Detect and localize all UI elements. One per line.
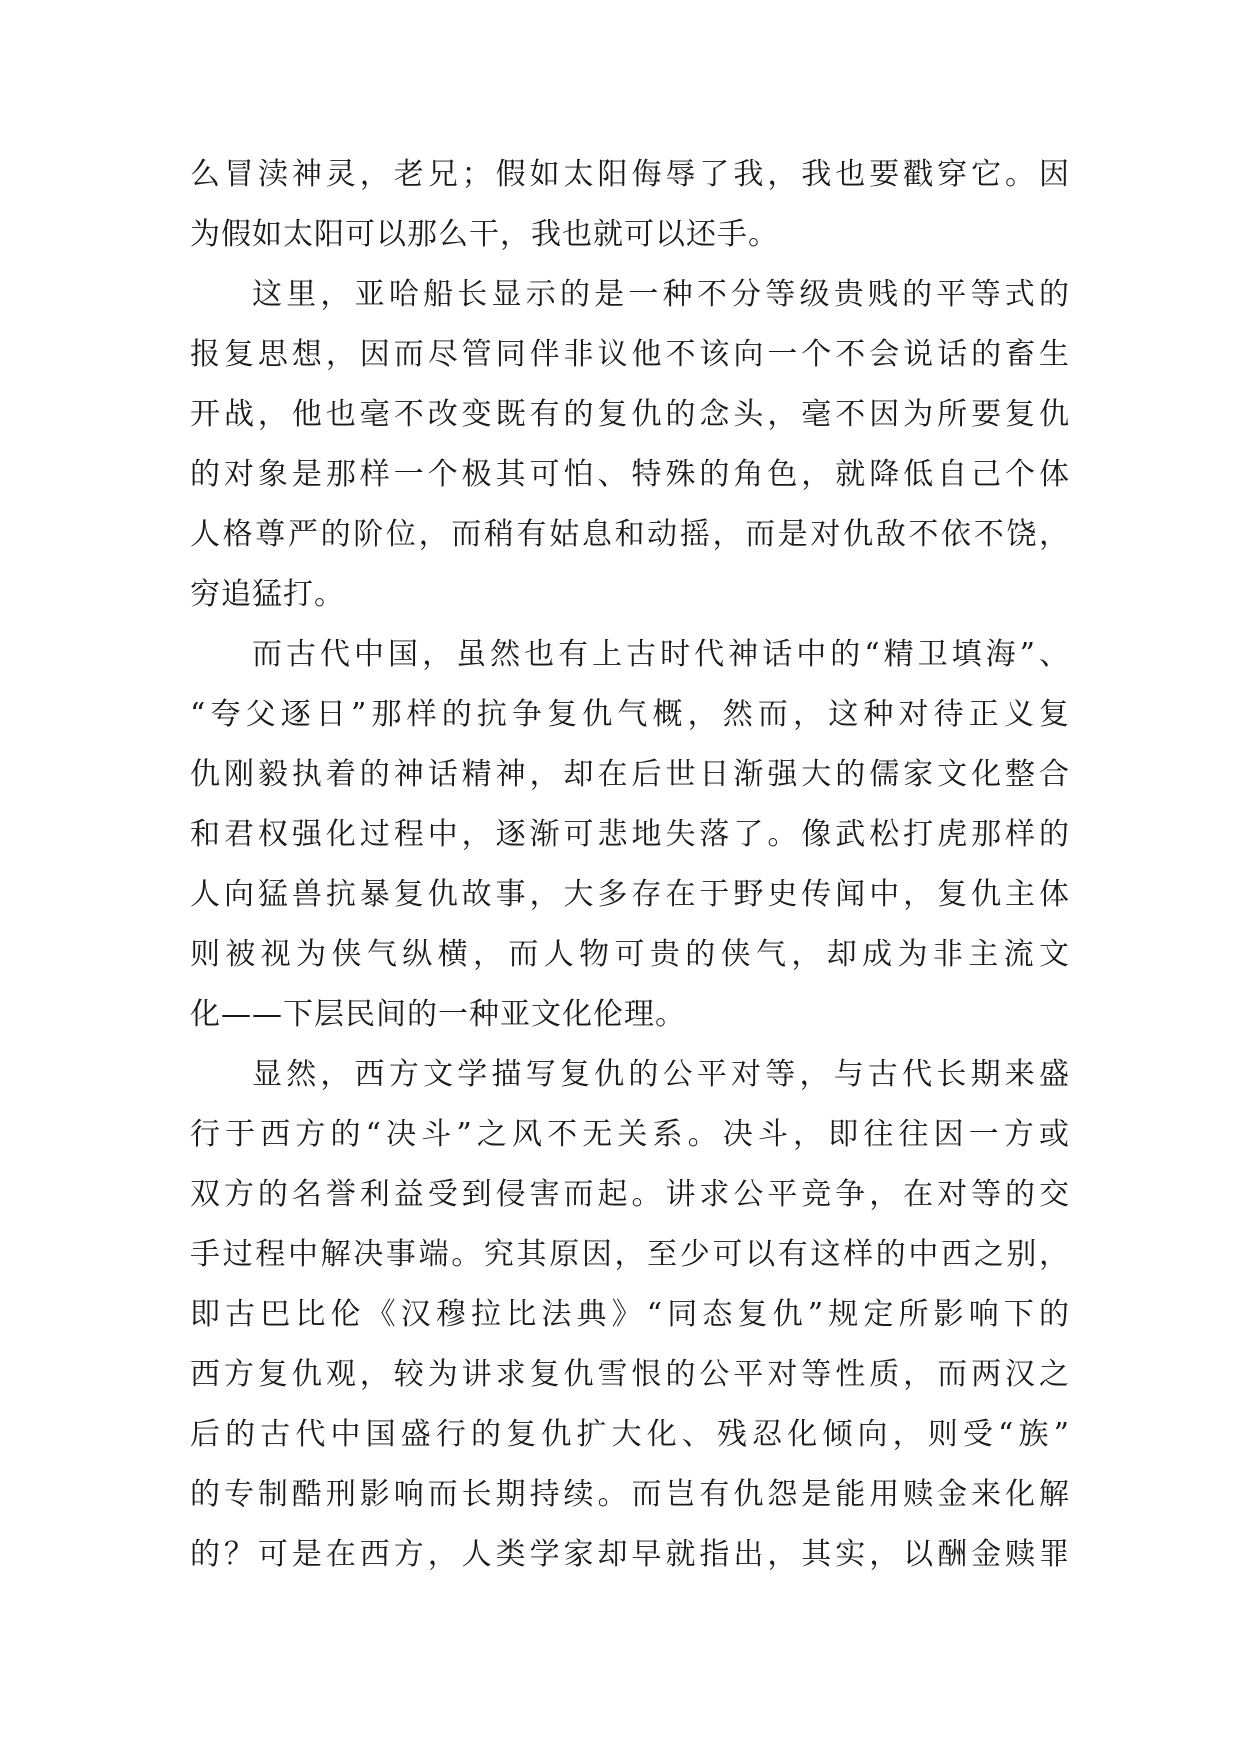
text-line: 穷追猛打。 xyxy=(190,577,345,612)
text-line: 开战，他也毫不改变既有的复仇的念头，毫不因为所要复仇 xyxy=(190,397,1070,432)
text-line: 和君权强化过程中，逐渐可悲地失落了。像武松打虎那样的 xyxy=(190,817,1070,852)
text-line: 双方的名誉利益受到侵害而起。讲求公平竞争，在对等的交 xyxy=(190,1177,1070,1212)
text-line: 则被视为侠气纵横，而人物可贵的侠气，却成为非主流文 xyxy=(190,937,1070,972)
text-line: 的专制酷刑影响而长期持续。而岂有仇怨是能用赎金来化解 xyxy=(190,1477,1070,1512)
text-line: 的？可是在西方，人类学家却早就指出，其实，以酬金赎罪 xyxy=(190,1537,1070,1572)
text-line: 而古代中国，虽然也有上古时代神话中的“精卫填海”、 xyxy=(252,637,1070,672)
text-line: 行于西方的“决斗”之风不无关系。决斗，即往往因一方或 xyxy=(190,1117,1070,1152)
text-line: 人格尊严的阶位，而稍有姑息和动摇，而是对仇敌不依不饶， xyxy=(190,517,1070,552)
text-line: 手过程中解决事端。究其原因，至少可以有这样的中西之别， xyxy=(190,1237,1070,1272)
text-line: 显然，西方文学描写复仇的公平对等，与古代长期来盛 xyxy=(252,1057,1070,1092)
text-line: 即古巴比伦《汉穆拉比法典》“同态复仇”规定所影响下的 xyxy=(190,1297,1070,1332)
text-line: 化——下层民间的一种亚文化伦理。 xyxy=(190,997,686,1032)
text-line: 仇刚毅执着的神话精神，却在后世日渐强大的儒家文化整合 xyxy=(190,757,1070,792)
text-line: 为假如太阳可以那么干，我也就可以还手。 xyxy=(190,217,779,252)
text-line: 么冒渎神灵，老兄；假如太阳侮辱了我，我也要戳穿它。因 xyxy=(190,157,1070,192)
text-line: 这里，亚哈船长显示的是一种不分等级贵贱的平等式的 xyxy=(252,277,1070,312)
text-line: 报复思想，因而尽管同伴非议他不该向一个不会说话的畜生 xyxy=(190,337,1070,372)
text-line: 的对象是那样一个极其可怕、特殊的角色，就降低自己个体 xyxy=(190,457,1070,492)
text-line: 西方复仇观，较为讲求复仇雪恨的公平对等性质，而两汉之 xyxy=(190,1357,1070,1392)
text-line: 后的古代中国盛行的复仇扩大化、残忍化倾向，则受“族” xyxy=(190,1417,1070,1452)
text-line: 人向猛兽抗暴复仇故事，大多存在于野史传闻中，复仇主体 xyxy=(190,877,1070,912)
text-line: “夸父逐日”那样的抗争复仇气概，然而，这种对待正义复 xyxy=(190,697,1070,732)
body-text xyxy=(190,145,1070,1585)
